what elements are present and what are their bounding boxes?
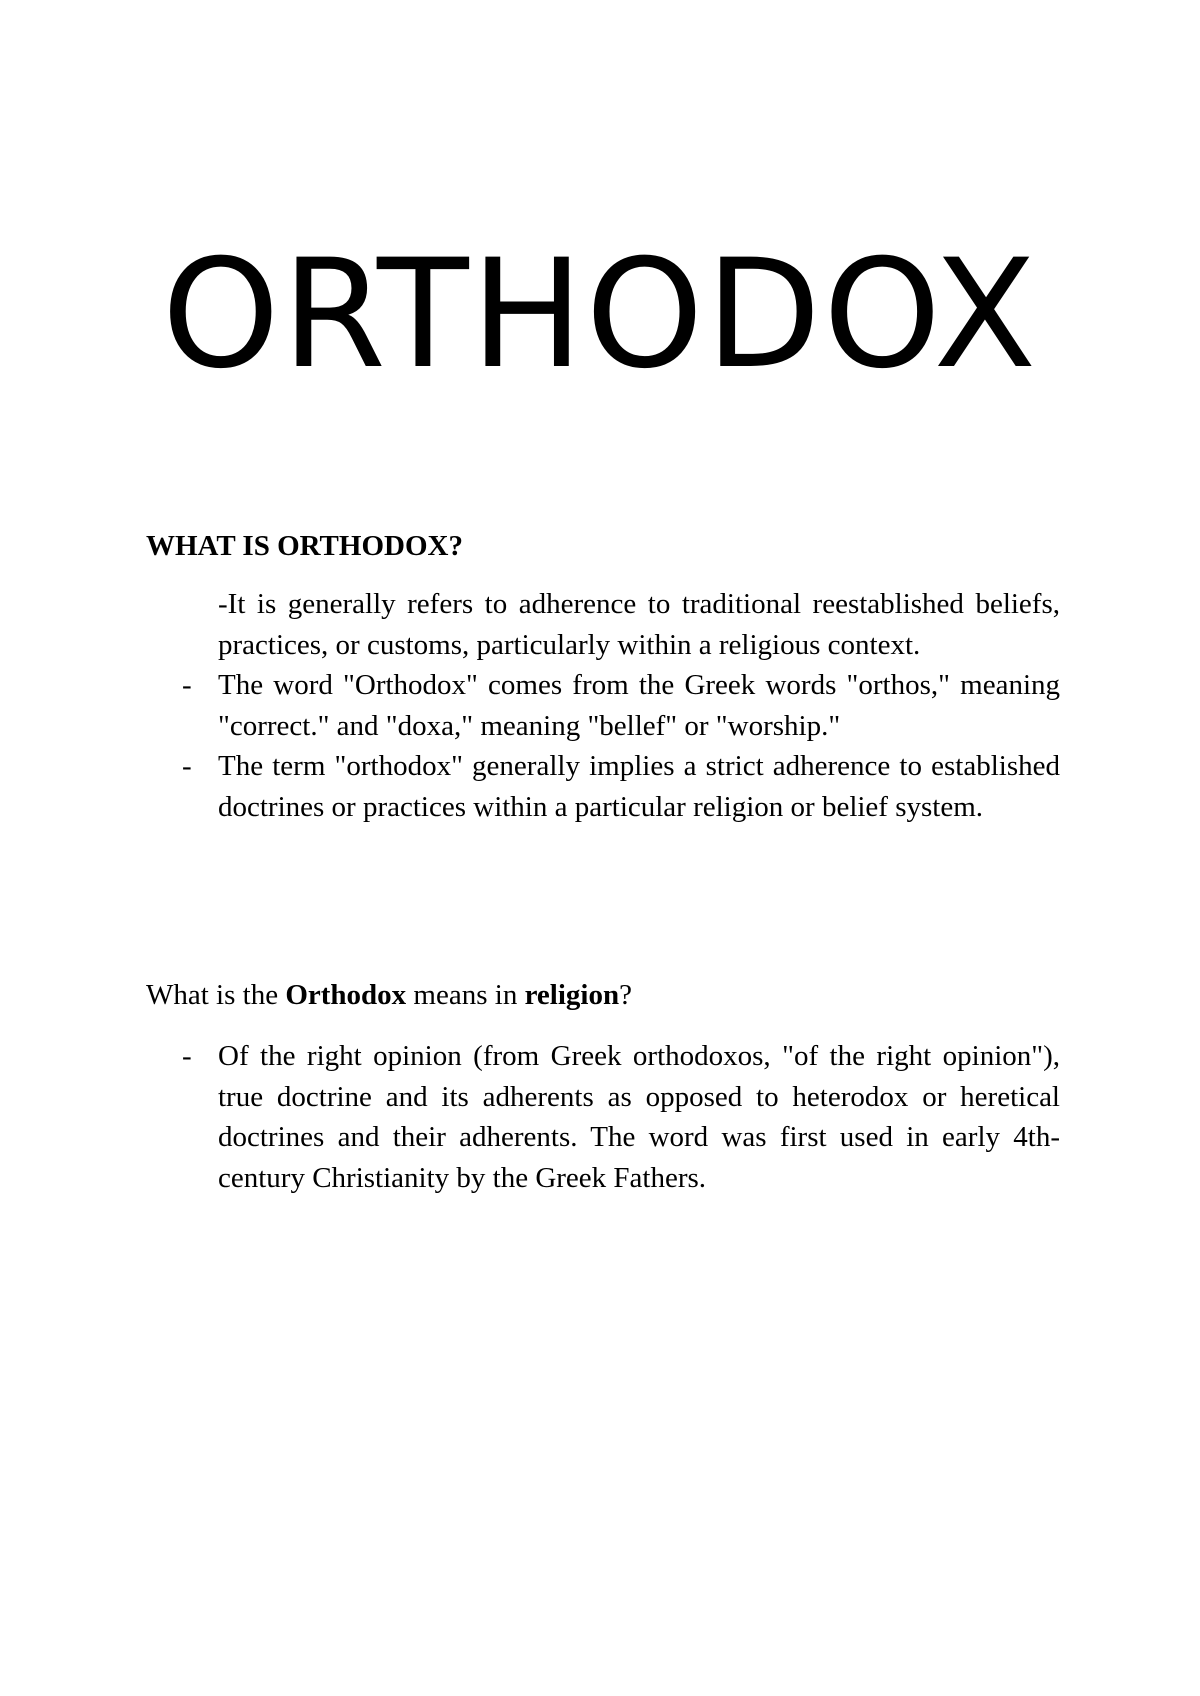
- list-item-text: The word "Orthodox" comes from the Greek words "orthos," meaning "correct." and "doxa," meaning "bellef" or "worship.": [218, 669, 1060, 742]
- list-marker: -: [182, 669, 192, 701]
- list-marker: -: [182, 750, 192, 782]
- list-item-text: The term "orthodox" generally implies a strict adherence to established doctrines or practices within a particular religion or belief system.: [218, 750, 1060, 823]
- list-item: [146, 746, 1060, 827]
- list-item: [146, 1036, 1060, 1198]
- heading-bold-text: Orthodox: [285, 979, 407, 1011]
- heading-bold-text: religion: [524, 979, 620, 1011]
- religion-definition-list: [146, 1036, 1060, 1198]
- page-title: ORTHODOX: [161, 228, 1039, 402]
- list-marker: -: [182, 1040, 192, 1072]
- list-item: [146, 665, 1060, 746]
- list-item-text: Of the right opinion (from Greek orthodoxos, "of the right opinion"), true doctrine and its adherents as opposed to heterodox or heretical doctrines and their adherents. The word was first used in early 4th-century Christianity by the Greek Fathers.: [218, 1040, 1060, 1194]
- list-item: [146, 584, 1060, 665]
- heading-text: ?: [619, 979, 632, 1011]
- section-heading-what-is-orthodox: WHAT IS ORTHODOX?: [146, 530, 463, 562]
- heading-text: What is the: [146, 979, 286, 1011]
- list-item-text: -It is generally refers to adherence to traditional reestablished beliefs, practices, or customs, particularly within a religious context.: [218, 588, 1060, 661]
- heading-text: means in: [406, 979, 525, 1011]
- section-heading-religion: [146, 975, 632, 1016]
- definition-list: [146, 584, 1060, 827]
